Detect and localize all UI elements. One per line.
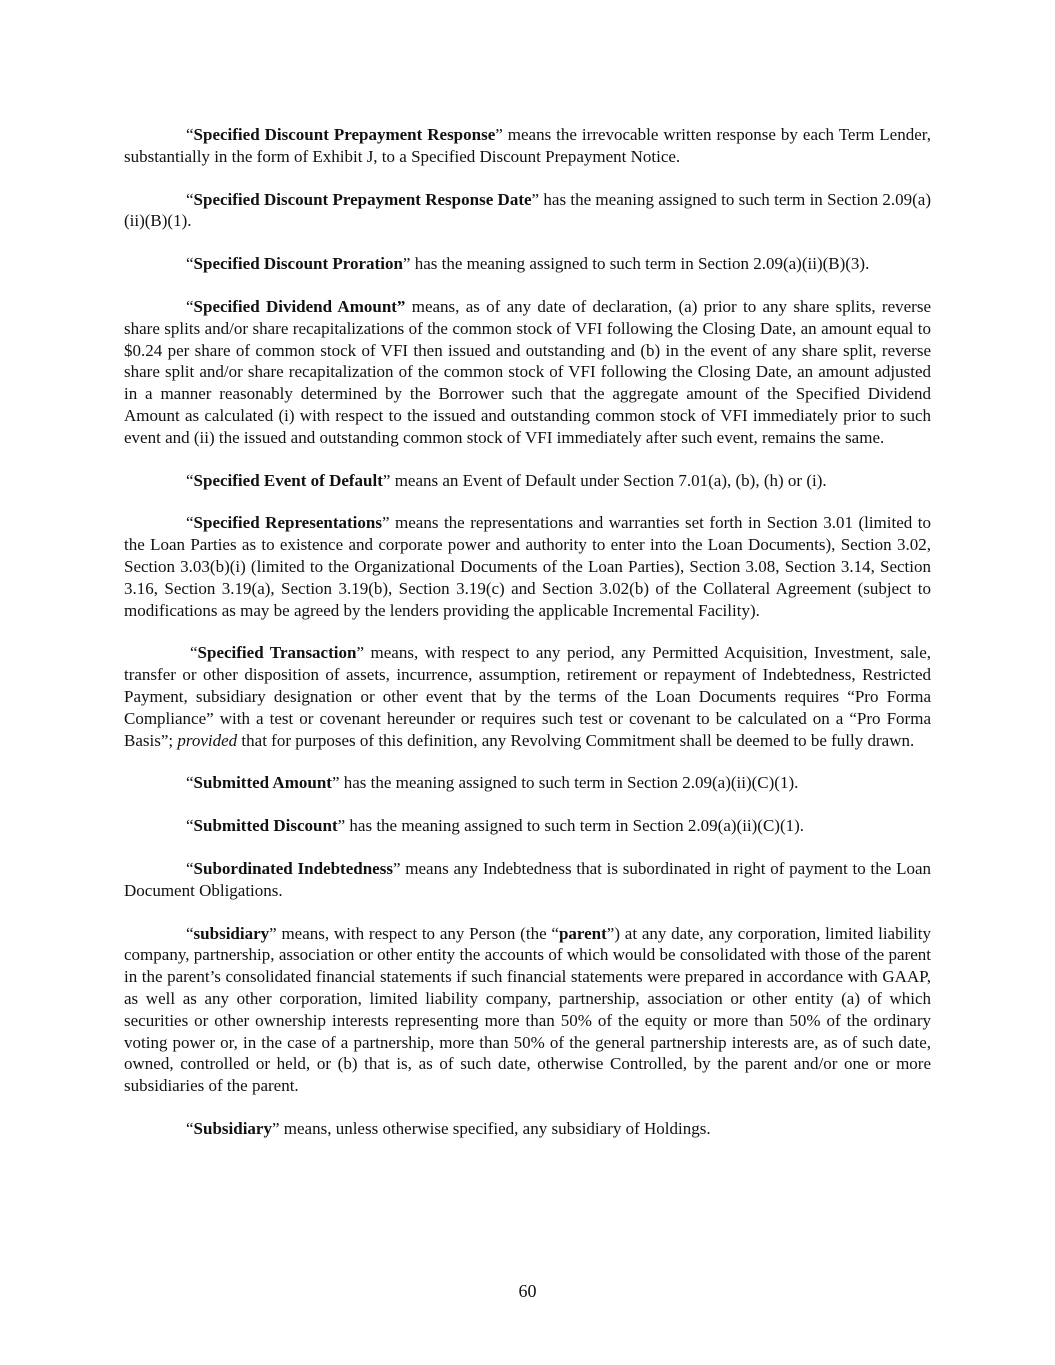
definition-text: has the meaning assigned to such term in Section 2.09(a)(ii)(B)(1). bbox=[124, 189, 932, 231]
definition-specified-representations: “Specified Representations” means the representations and warranties set forth in Section 3.01 (limited to the Loan Parties as to existence and corporate power and authority to enter into the Loan Documents), Section 3.02, Section 3.03(b)(i) (limited to the Organizational Documents of the Loan Parties), Section 3.08, Section 3.14, Section 3.16, Section 3.19(a), Section 3.19(b), Section 3.19(c) and Section 3.02(b) of the Collateral Agreement (subject to modifications as may be agreed by the lenders providing the applicable Incremental Facility). bbox=[124, 513, 932, 620]
definition-text: means, with respect to any Person (the “ bbox=[276, 923, 559, 943]
defined-term: Submitted Discount bbox=[193, 816, 338, 836]
definition-text: means the representations and warranties set forth in Section 3.01 (limited to the Loan Parties as to existence and corporate power and authority to enter into the Loan Documents), Section 3.02, Section 3.03(b)(i) (limited to the Organizational Documents of the Loan Parties), Section 3.08, Section 3.14, Section 3.16, Section 3.19(a), Section 3.19(b), Section 3.19(c) and Section 3.02(b) of the Collateral Agreement (subject to modifications as may be agreed by the lenders providing the applicable Incremental Facility). bbox=[124, 513, 932, 620]
definition-text: means an Event of Default under Section 7.01(a), (b), (h) or (i). bbox=[390, 470, 827, 490]
definition-text: means, unless otherwise specified, any subsidiary of Holdings. bbox=[279, 1118, 711, 1138]
defined-term: Subordinated Indebtedness bbox=[193, 858, 393, 878]
definition-text-continued: that for purposes of this definition, any Revolving Commitment shall be deemed to be fully drawn. bbox=[237, 730, 915, 750]
defined-term: Specified Discount Prepayment Response Date bbox=[193, 189, 532, 209]
defined-term: Specified Dividend Amount” bbox=[193, 296, 406, 316]
defined-term: subsidiary bbox=[193, 923, 270, 943]
definition-text: means any Indebtedness that is subordinated in right of payment to the Loan Document Obligations. bbox=[124, 858, 931, 900]
definition-text: means the irrevocable written response by each Term Lender, substantially in the form of Exhibit J, to a Specified Discount Prepayment Notice. bbox=[124, 125, 932, 166]
definition-specified-transaction: “Specified Transaction” means, with respect to any period, any Permitted Acquisition, Investment, sale, transfer or other disposition of assets, incurrence, assumption, retirement or repayment of Indebtedness, Restricted Payment, subsidiary designation or other event that by the terms of the Loan Documents requires “Pro Forma Compliance” with a test or covenant hereunder or requires such test or covenant to be calculated on a “Pro Forma Basis”; provided that for purposes of this definition, any Revolving Commitment shall be deemed to be fully drawn. bbox=[124, 643, 931, 750]
defined-term: Specified Discount Prepayment Response bbox=[193, 125, 496, 144]
definition-subsidiary-lowercase: “subsidiary” means, with respect to any Person (the “parent”) at any date, any corporation, limited liability company, partnership, association or other entity the accounts of which would be consolidated with those of the parent in the parent’s consolidated financial statements if such financial statements were prepared in accordance with GAAP, as well as any other corporation, limited liability company, partnership, association or other entity (a) of which securities or other ownership interests representing more than 50% of the equity or more than 50% of the ordinary voting power or, in the case of a partnership, more than 50% of the general partnership interests are, as of such date, owned, controlled or held, or (b) that is, as of such date, otherwise Controlled, by the parent and/or one or more subsidiaries of the parent. bbox=[124, 923, 931, 1096]
definition-specified-discount-proration: “Specified Discount Proration” has the meaning assigned to such term in Section 2.09(a)(ii)(B)(3). bbox=[186, 254, 870, 274]
definition-text: means, with respect to any period, any Permitted Acquisition, Investment, sale, transfer or other disposition of assets, incurrence, assumption, retirement or repayment of Indebtedness, Restricted Payment, subsidiary designation or other event that by the terms of the Loan Documents requires “Pro Forma Compliance” with a test or covenant hereunder or requires such test or covenant to be calculated on a “Pro Forma Basis”; bbox=[124, 643, 931, 750]
defined-term: Specified Transaction bbox=[197, 643, 357, 663]
defined-term: Specified Discount Proration bbox=[193, 254, 403, 274]
defined-term: Subsidiary bbox=[193, 1118, 272, 1138]
definition-specified-event-of-default: “Specified Event of Default” means an Event of Default under Section 7.01(a), (b), (h) or (i). bbox=[186, 470, 827, 490]
definition-submitted-amount: “Submitted Amount” has the meaning assigned to such term in Section 2.09(a)(ii)(C)(1). bbox=[186, 773, 799, 793]
definition-specified-discount-prepayment-response: “Specified Discount Prepayment Response” means the irrevocable written response by each Term Lender, substantially in the form of Exhibit J, to a Specified Discount Prepayment Notice. bbox=[124, 125, 932, 166]
defined-term: Specified Representations bbox=[193, 513, 382, 533]
definition-specified-discount-prepayment-response-date: “Specified Discount Prepayment Response Date” has the meaning assigned to such term in Section 2.09(a)(ii)(B)(1). bbox=[124, 189, 932, 231]
italic-term: provided bbox=[177, 730, 238, 750]
definition-text: has the meaning assigned to such term in Section 2.09(a)(ii)(C)(1). bbox=[345, 816, 805, 836]
definition-subordinated-indebtedness: “Subordinated Indebtedness” means any Indebtedness that is subordinated in right of payment to the Loan Document Obligations. bbox=[124, 858, 931, 900]
document-page bbox=[124, 124, 931, 1161]
definition-text: has the meaning assigned to such term in Section 2.09(a)(ii)(B)(3). bbox=[410, 254, 870, 274]
defined-term-parent: parent bbox=[558, 923, 607, 943]
definition-text: has the meaning assigned to such term in Section 2.09(a)(ii)(C)(1). bbox=[339, 773, 799, 793]
definition-subsidiary: “Subsidiary” means, unless otherwise specified, any subsidiary of Holdings. bbox=[186, 1118, 711, 1138]
definition-submitted-discount: “Submitted Discount” has the meaning assigned to such term in Section 2.09(a)(ii)(C)(1). bbox=[186, 816, 805, 836]
definition-text: means, as of any date of declaration, (a) prior to any share splits, reverse share splits and/or share recapitalizations of the common stock of VFI following the Closing Date, an amount equal to $0.24 per share of common stock of VFI then issued and outstanding and (b) in the event of any share split, reverse share split and/or share recapitalization of the common stock of VFI following the Closing Date, an amount adjusted in a manner reasonably determined by the Borrower such that the aggregate amount of the Specified Dividend Amount as calculated (i) with respect to the issued and outstanding common stock of VFI immediately prior to such event and (ii) the issued and outstanding common stock of VFI immediately after such event, remains the same. bbox=[124, 296, 932, 447]
defined-term: Submitted Amount bbox=[193, 773, 332, 793]
definition-specified-dividend-amount: “Specified Dividend Amount” means, as of any date of declaration, (a) prior to any share splits, reverse share splits and/or share recapitalizations of the common stock of VFI following the Closing Date, an amount equal to $0.24 per share of common stock of VFI then issued and outstanding and (b) in the event of any share split, reverse share split and/or share recapitalization of the common stock of VFI following the Closing Date, an amount adjusted in a manner reasonably determined by the Borrower such that the aggregate amount of the Specified Dividend Amount as calculated (i) with respect to the issued and outstanding common stock of VFI immediately prior to such event and (ii) the issued and outstanding common stock of VFI immediately after such event, remains the same. bbox=[124, 296, 932, 447]
defined-term: Specified Event of Default bbox=[193, 470, 383, 490]
page-number: 60 bbox=[518, 1281, 537, 1301]
definition-text-continued: ”) at any date, any corporation, limited liability company, partnership, association or other entity the accounts of which would be consolidated with those of the parent in the parent’s consolidated financial statements if such financial statements were prepared in accordance with GAAP, as well as any other corporation, limited liability company, partnership, association or other entity (a) of which securities or other ownership interests representing more than 50% of the equity or more than 50% of the ordinary voting power or, in the case of a partnership, more than 50% of the general partnership interests are, as of such date, owned, controlled or held, or (b) that is, as of such date, otherwise Controlled, by the parent and/or one or more subsidiaries of the parent. bbox=[124, 923, 931, 1096]
